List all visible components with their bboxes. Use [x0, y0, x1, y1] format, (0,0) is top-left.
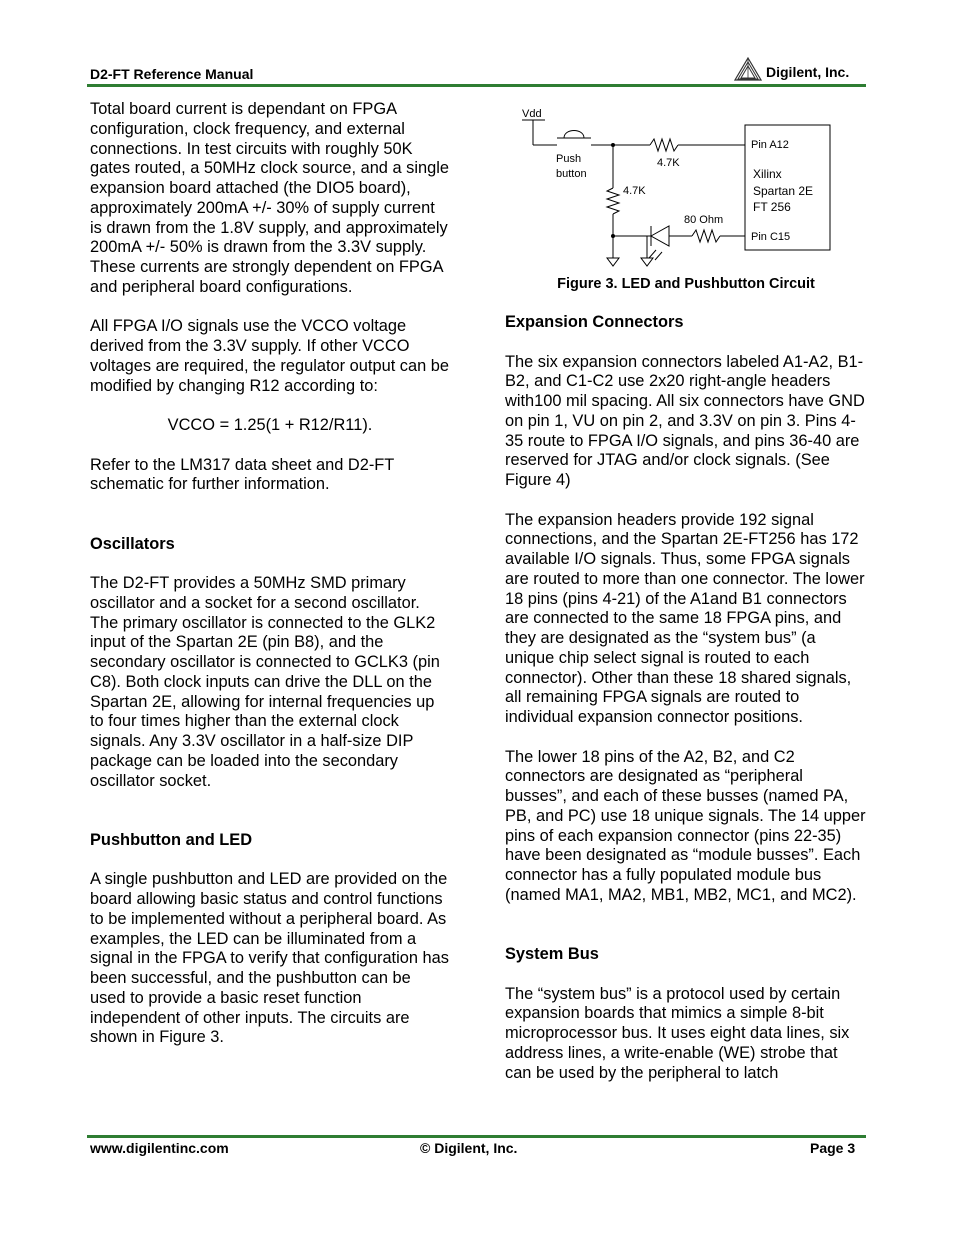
push-label: Push	[556, 153, 582, 165]
vcco-formula: VCCO = 1.25(1 + R12/R11).	[167, 416, 373, 434]
paragraph-board-current: Total board current is dependant on FPGA configuration, clock frequency, and external connections. In test circuits with roughly 50K gates routed, a 50MHz clock source, and a single expansion board attached (the DIO5 board), approximately 200mA +/- 30% of supply current is drawn from the 1.8V supply, and approximately 200mA +/- 50% is drawn from the 3.3V supply. These currents are strongly dependent on FPGA and peripheral board configurations.	[90, 100, 449, 296]
vdd-label: Vdd	[522, 108, 542, 120]
resistor-label-vertical: 4.7K	[623, 185, 646, 197]
paragraph-pushbutton-led: A single pushbutton and LED are provided on the board allowing basic status and control functions to be implemented without a peripheral board. As examples, the LED can be illuminated from a signal in the FPGA to verify that configuration has been successful, and the pushbutton can be used to provide a basic reset function independent of other inputs. The circuits are shown in Figure 3.	[90, 870, 449, 1047]
paragraph-vcco: All FPGA I/O signals use the VCCO voltage derived from the 3.3V supply. If other VCCO voltages are required, the regulator output can be modified by changing R12 according to:	[90, 317, 450, 395]
figure-caption: Figure 3. LED and Pushbutton Circuit	[557, 276, 815, 292]
heading-oscillators: Oscillators	[90, 534, 175, 553]
pin-c15-label: Pin C15	[751, 231, 791, 243]
heading-system-bus: System Bus	[505, 945, 599, 963]
paragraph-expansion-2: The expansion headers provide 192 signal connections, and the Spartan 2E-FT256 has 172 available I/O signals. Thus, some FPGA signals are routed to more than one connector. The lower 18 pins (pins 4-21) of the A1and B1 connectors are connected to the same 18 FPGA pins, and they are designated as the “system bus” (a unique chip select signal is routed to each connector). Other than these 18 shared signals, all remaining FPGA signals are routed to individual expansion connector positions.	[505, 510, 865, 726]
paragraph-expansion-3: The lower 18 pins of the A2, B2, and C2 connectors are designated as “peripheral busses”, and each of these busses (named PA, PB, and PC) use 18 unique signals. The 14 upper pins of each expansion connector (pins 22-35) have been designated as “module busses”. Each connector has a fully populated module bus (named MA1, MA2, MB1, MB2, MC1, and MC2).	[505, 747, 866, 904]
paragraph-system-bus: The “system bus” is a protocol used by certain expansion boards that mimics a simple 8-bit microprocessor bus. It uses eight data lines, six address lines, a write-enable (WE) strobe that can be used by the peripheral to latch	[505, 984, 850, 1082]
pin-a12-label: Pin A12	[751, 139, 789, 151]
digilent-logo-icon	[734, 57, 762, 81]
paragraph-lm317: Refer to the LM317 data sheet and D2-FT schematic for further information.	[90, 455, 395, 494]
paragraph-expansion-1: The six expansion connectors labeled A1-A2, B1-B2, and C1-C2 use 2x20 right-angle headers with100 mil spacing. All six connectors have GND on pin 1, VU on pin 2, and 3.3V on pin 3. Pins 4-35 route to FPGA I/O signals, and pins 36-40 are reserved for JTAG and/or clock signals. (See Figure 4)	[505, 352, 865, 489]
resistor-label-led: 80 Ohm	[684, 214, 724, 226]
left-column	[90, 100, 450, 1068]
footer-url[interactable]: www.digilentinc.com	[90, 1140, 229, 1156]
resistor-label-top: 4.7K	[657, 157, 680, 169]
document-title: D2-FT Reference Manual	[90, 66, 254, 82]
button-label: button	[556, 168, 587, 180]
heading-expansion-connectors: Expansion Connectors	[505, 313, 684, 331]
chip-label-package: FT 256	[753, 200, 791, 214]
chip-label-spartan: Spartan 2E	[753, 184, 814, 198]
paragraph-oscillators: The D2-FT provides a 50MHz SMD primary oscillator and a socket for a second oscillator. The primary oscillator is connected to the GLK2 input of the Spartan 2E (pin B8), and the secondary oscillator is connected to GCLK3 (pin C8). Both clock inputs can drive the DLL on the Spartan 2E, allowing for internal frequencies up to four times higher than the external clock signals. Any 3.3V oscillator in a half-size DIP package can be loaded into the secondary oscillator socket.	[90, 574, 440, 790]
led-pushbutton-schematic	[500, 100, 870, 272]
footer-rule	[87, 1135, 866, 1138]
chip-label-xilinx: Xilinx	[753, 167, 782, 181]
spacer	[505, 925, 867, 945]
company-header	[734, 57, 849, 81]
heading-pushbutton-led: Pushbutton and LED	[90, 830, 253, 849]
page-number: Page 3	[810, 1140, 856, 1156]
right-column	[505, 313, 867, 1103]
company-name: Digilent, Inc.	[766, 64, 850, 80]
header-rule	[87, 84, 866, 87]
spacer	[90, 515, 450, 535]
spacer	[90, 811, 450, 831]
footer-copyright: © Digilent, Inc.	[420, 1140, 518, 1156]
